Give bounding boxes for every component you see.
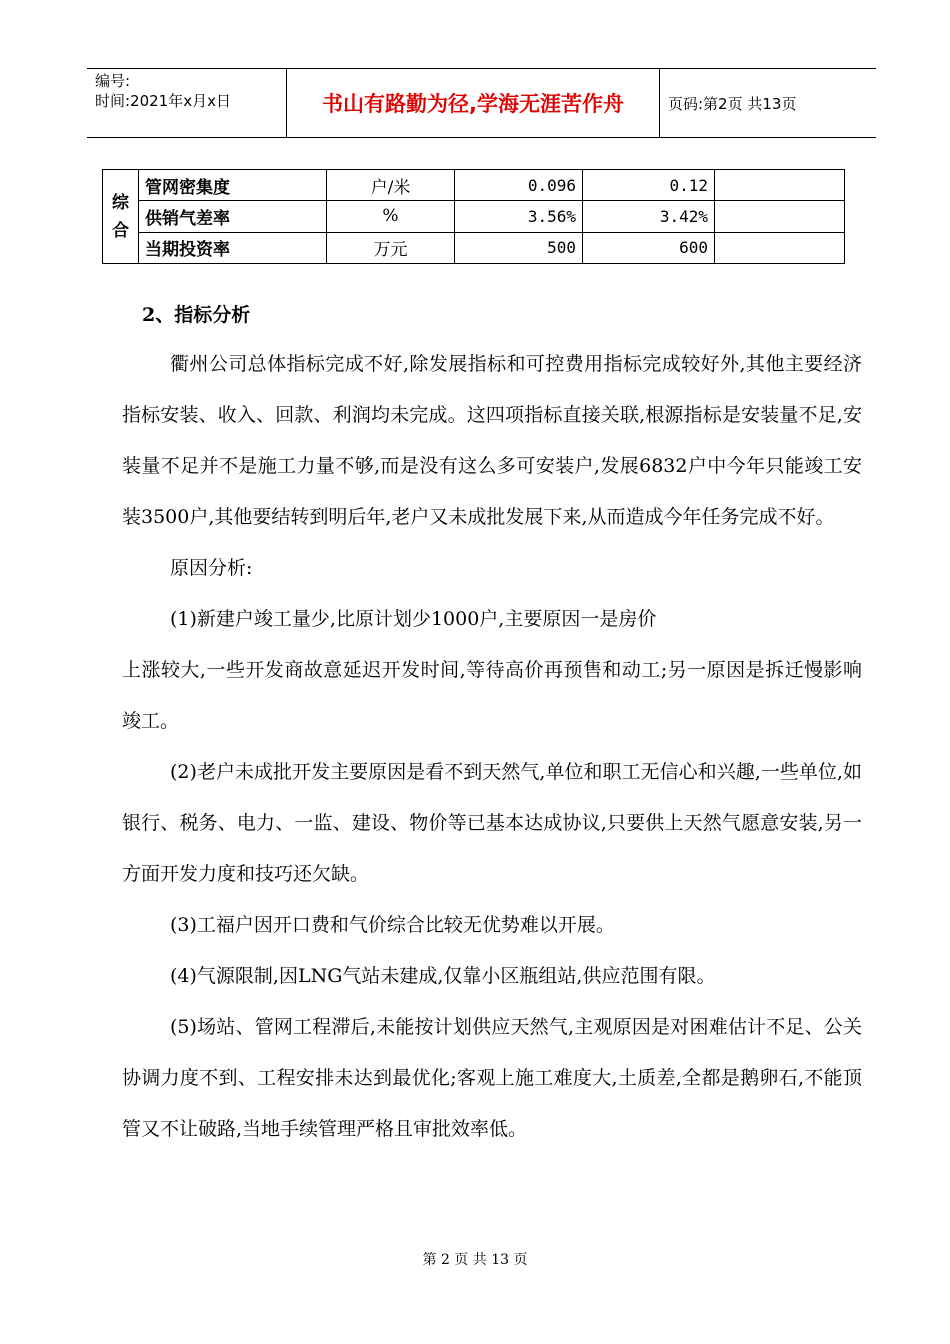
indicator-table — [102, 169, 845, 264]
table-row — [103, 232, 845, 263]
header-motto: 书山有路勤为径,学海无涯苦作舟 — [287, 69, 660, 137]
body-text — [122, 339, 862, 1155]
table-row — [103, 170, 845, 201]
paragraph-5: (3)工福户因开口费和气价综合比较无优势难以开展。 — [170, 914, 615, 936]
row-unit: % — [327, 201, 455, 232]
row-name: 供销气差率 — [139, 201, 327, 232]
page-footer: 第 2 页 共 13 页 — [422, 1252, 528, 1268]
doc-id-label: 编号: — [95, 72, 131, 90]
section-title: 2、指标分析 — [142, 304, 251, 326]
table-row — [103, 201, 845, 232]
row-value-1: 500 — [455, 232, 583, 263]
paragraph-2: 原因分析: — [170, 557, 253, 579]
paragraph-7: (5)场站、管网工程滞后,未能按计划供应天然气,主观原因是对困难估计不足、公关协调力度不到、工程安排未达到最优化;客观上施工难度大,土质差,全都是鹅卵石,不能顶管又不让破路,当地手续管理严格且审批效率低。 — [122, 1016, 862, 1140]
row-value-2: 0.12 — [583, 170, 715, 201]
doc-time-label: 时间:2021年x月x日 — [95, 92, 231, 110]
header-page-label: 页码:第2页 共13页 — [668, 94, 797, 113]
header-meta — [87, 69, 287, 137]
paragraph-1: 衢州公司总体指标完成不好,除发展指标和可控费用指标完成较好外,其他主要经济指标安装、收入、回款、利润均未完成。这四项指标直接关联,根源指标是安装量不足,安装量不足并不是施工力量不够,而是没有这么多可安装户,发展6832户中今年只能竣工安装3500户,其他要结转到明后年,老户又未成批发展下来,从而造成今年任务完成不好。 — [122, 353, 862, 528]
row-name: 当期投资率 — [139, 232, 327, 263]
row-value-3 — [715, 201, 845, 232]
paragraph-3a: (1)新建户竣工量少,比原计划少1000户,主要原因一是房价 — [170, 608, 657, 630]
row-unit: 万元 — [327, 232, 455, 263]
row-unit: 户/米 — [327, 170, 455, 201]
paragraph-4: (2)老户未成批开发主要原因是看不到天然气,单位和职工无信心和兴趣,一些单位,如银行、税务、电力、一监、建设、物价等已基本达成协议,只要供上天然气愿意安装,另一方面开发力度和技巧还欠缺。 — [122, 761, 862, 885]
row-value-1: 0.096 — [455, 170, 583, 201]
row-name: 管网密集度 — [139, 170, 327, 201]
page-header — [87, 68, 876, 138]
paragraph-6: (4)气源限制,因LNG气站未建成,仅靠小区瓶组站,供应范围有限。 — [170, 965, 716, 987]
paragraph-3b: 上涨较大,一些开发商故意延迟开发时间,等待高价再预售和动工;另一原因是拆迁慢影响竣工。 — [122, 659, 862, 732]
row-value-3 — [715, 170, 845, 201]
row-value-1: 3.56% — [455, 201, 583, 232]
group-label-2: 合 — [112, 220, 129, 241]
group-label-cell — [103, 170, 139, 264]
group-label-1: 综 — [112, 192, 129, 213]
row-value-2: 600 — [583, 232, 715, 263]
row-value-3 — [715, 232, 845, 263]
row-value-2: 3.42% — [583, 201, 715, 232]
